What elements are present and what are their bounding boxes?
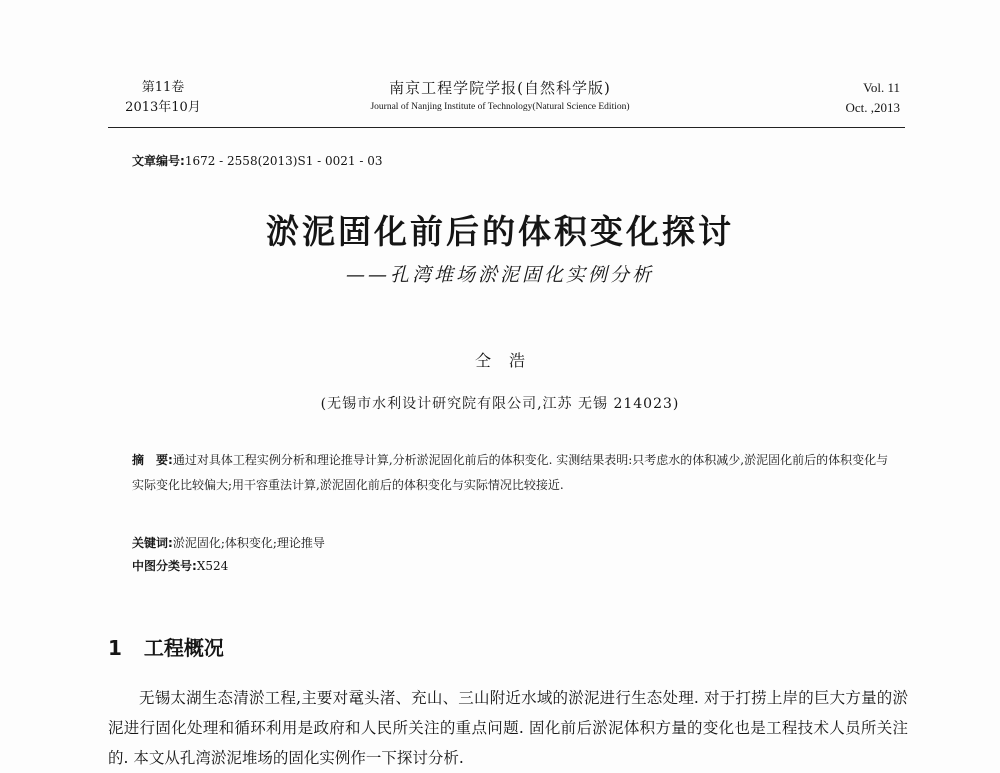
section-title: 工程概况 bbox=[143, 636, 224, 660]
header-center bbox=[330, 78, 670, 116]
classification-label: 中图分类号: bbox=[132, 559, 197, 573]
date-en: Oct. ,2013 bbox=[845, 100, 900, 115]
header-left bbox=[108, 78, 218, 118]
journal-title-cn: 南京工程学院学报(自然科学版) bbox=[389, 79, 611, 97]
paper-subtitle: ——孔湾堆场淤泥固化实例分析 bbox=[345, 264, 654, 286]
journal-title-en: Journal of Nanjing Institute of Technology(Natural Science Edition) bbox=[370, 102, 630, 112]
abstract bbox=[132, 448, 892, 498]
author-name: 仝浩 bbox=[474, 351, 543, 370]
classification-value: X524 bbox=[196, 559, 229, 573]
abstract-label: 摘 要: bbox=[132, 453, 173, 467]
keywords bbox=[132, 534, 325, 551]
header-right bbox=[810, 78, 900, 118]
header-divider bbox=[108, 127, 905, 128]
article-number bbox=[132, 152, 383, 169]
keywords-text: 淤泥固化;体积变化;理论推导 bbox=[172, 536, 325, 550]
volume-en: Vol. 11 bbox=[863, 80, 900, 95]
author-affiliation: (无锡市水利设计研究院有限公司,江苏 无锡 214023) bbox=[320, 396, 680, 412]
classification-number bbox=[132, 557, 228, 574]
date-cn: 2013年10月 bbox=[125, 100, 201, 115]
abstract-text: 通过对具体工程实例分析和理论推导计算,分析淤泥固化前后的体积变化. 实测结果表明:只考虑水的体积减少,淤泥固化前后的体积变化与实际变化比较偏大;用干容重法计算,淤泥固化前后的体积变化与实际情况比较接近. bbox=[132, 453, 889, 492]
keywords-label: 关键词: bbox=[132, 536, 173, 550]
section-number: 1 bbox=[108, 636, 122, 660]
section-heading bbox=[108, 632, 224, 661]
article-number-value: 1672 - 2558(2013)S1 - 0021 - 03 bbox=[184, 154, 383, 168]
paper-title: 淤泥固化前后的体积变化探讨 bbox=[266, 212, 734, 251]
section-paragraph: 无锡太湖生态清淤工程,主要对鼋头渚、充山、三山附近水域的淤泥进行生态处理. 对于打捞上岸的巨大方量的淤泥进行固化处理和循环利用是政府和人民所关注的重点问题. 固化前后淤泥体积方量的变化也是工程技术人员所关注的. 本文从孔湾淤泥堆场的固化实例作一下探讨分析. bbox=[108, 689, 908, 767]
volume-cn: 第11卷 bbox=[141, 80, 185, 95]
article-number-label: 文章编号: bbox=[132, 154, 185, 168]
